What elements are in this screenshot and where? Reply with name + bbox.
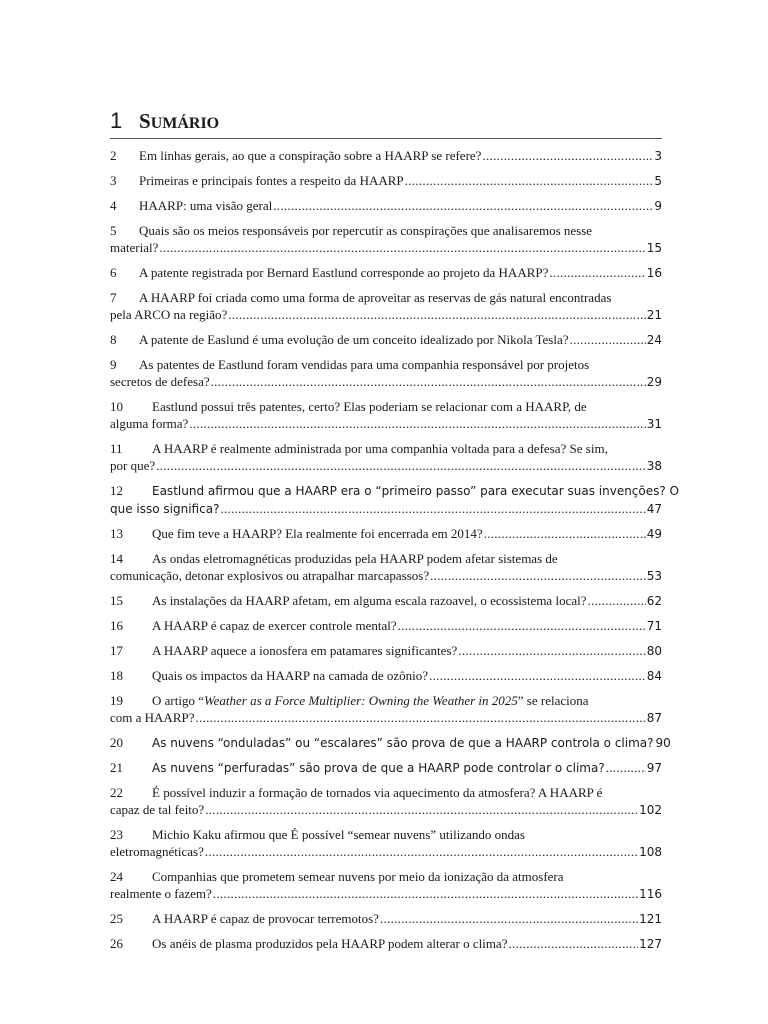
entry-text-start: As ondas eletromagnéticas produzidas pela HAARP podem afetar sistemas de <box>152 551 558 566</box>
entry-text-start: É possível induzir a formação de tornados via aquecimento da atmosfera? A HAARP é <box>152 785 603 800</box>
toc-entry[interactable] <box>110 826 662 861</box>
entry-text: secretos de defesa? <box>110 374 210 389</box>
leader-dots <box>220 500 645 517</box>
leader-dots <box>484 525 646 542</box>
entry-number: 14 <box>110 551 123 566</box>
entry-page: 121 <box>639 912 662 926</box>
entry-page: 15 <box>646 241 662 255</box>
entry-number: 6 <box>110 265 117 280</box>
entry-first-line <box>110 222 662 239</box>
entry-number: 23 <box>110 827 123 842</box>
entry-text: A patente de Easlund é uma evolução de um conceito idealizado por Nikola Tesla? <box>139 332 569 347</box>
entry-number: 17 <box>110 643 123 658</box>
toc-entry[interactable] <box>110 147 662 165</box>
entry-number: 19 <box>110 693 123 708</box>
entry-number: 20 <box>110 735 123 750</box>
entry-page: 29 <box>646 375 662 389</box>
toc-entry[interactable] <box>110 550 662 585</box>
leader-dots <box>196 709 646 726</box>
toc-entry[interactable] <box>110 289 662 324</box>
entry-text-start: Companhias que prometem semear nuvens por meio da ionização da atmosfera <box>152 869 564 884</box>
toc-heading <box>110 108 662 139</box>
entry-first-line <box>110 692 662 709</box>
entry-text: A patente registrada por Bernard Eastlund corresponde ao projeto da HAARP? <box>139 265 549 280</box>
entry-page: 127 <box>639 937 662 951</box>
entry-text: As nuvens “onduladas” ou “escalares” são prova de que a HAARP controla o clima? <box>152 736 654 750</box>
entry-text: por que? <box>110 458 156 473</box>
entry-page: 84 <box>646 669 662 683</box>
leader-dots <box>430 567 646 584</box>
entry-text-start: A HAARP é realmente administrada por uma companhia voltada para a defesa? Se sim, <box>152 441 608 456</box>
entry-text: realmente o fazem? <box>110 886 212 901</box>
leader-dots <box>380 910 638 927</box>
entry-text-c: ” se relaciona <box>517 693 589 708</box>
entry-text-b: primeiro passo <box>381 484 471 498</box>
entry-number: 26 <box>110 936 123 951</box>
leader-dots <box>213 885 638 902</box>
entry-text: material? <box>110 240 159 255</box>
entry-first-line <box>110 868 662 885</box>
heading-number: 1 <box>110 108 123 133</box>
leader-dots <box>273 197 653 214</box>
entry-first-line <box>110 550 662 567</box>
leader-dots <box>482 147 653 164</box>
entry-page: 80 <box>646 644 662 658</box>
entry-number: 10 <box>110 399 123 414</box>
leader-dots <box>570 331 646 348</box>
leader-dots <box>205 843 638 860</box>
entry-number: 25 <box>110 911 123 926</box>
entry-number: 3 <box>110 173 117 188</box>
entry-text: As instalações da HAARP afetam, em alguma escala razoavel, o ecossistema local? <box>152 593 587 608</box>
entry-page: 90 <box>655 736 671 750</box>
entry-page: 49 <box>646 527 662 541</box>
entry-text-a: O artigo “ <box>152 693 204 708</box>
entry-first-line <box>110 826 662 843</box>
entry-page: 31 <box>646 417 662 431</box>
toc-entry[interactable] <box>110 222 662 257</box>
toc-entry[interactable] <box>110 331 662 349</box>
entry-text-start: A HAARP foi criada como uma forma de aproveitar as reservas de gás natural encontradas <box>139 290 612 305</box>
entry-text: Que fim teve a HAARP? Ela realmente foi encerrada em 2014? <box>152 526 483 541</box>
heading-title: SUMÁRIO <box>139 109 220 133</box>
entry-text: Os anéis de plasma produzidos pela HAARP podem alterar o clima? <box>152 936 508 951</box>
toc-entry[interactable] <box>110 592 662 610</box>
entry-text: com a HAARP? <box>110 710 195 725</box>
toc-entry[interactable] <box>110 617 662 635</box>
entry-first-line <box>110 398 662 415</box>
toc-entry[interactable] <box>110 784 662 819</box>
entry-text: As nuvens “perfuradas” são prova de que a HAARP pode controlar o clima? <box>152 761 605 775</box>
toc-entry[interactable] <box>110 356 662 391</box>
leader-dots <box>606 759 646 776</box>
table-of-contents <box>110 147 680 953</box>
entry-text-b: Weather as a Force Multiplier: Owning the Weather in 2025 <box>203 693 518 708</box>
entry-page: 47 <box>646 502 662 516</box>
entry-page: 116 <box>639 887 662 901</box>
toc-entry[interactable] <box>110 667 662 685</box>
entry-text: Quais os impactos da HAARP na camada de ozônio? <box>152 668 429 683</box>
entry-page: 16 <box>646 266 662 280</box>
entry-number: 24 <box>110 869 123 884</box>
entry-first-line <box>110 440 662 457</box>
entry-page: 38 <box>646 459 662 473</box>
entry-first-line <box>110 289 662 306</box>
leader-dots <box>156 457 646 474</box>
toc-entry[interactable] <box>110 440 662 475</box>
entry-text-start: Quais são os meios responsáveis por repercutir as conspirações que analisaremos nesse <box>139 223 593 238</box>
entry-text-a: Eastlund afirmou que a HAARP era o “ <box>152 484 382 498</box>
entry-number: 2 <box>110 148 117 163</box>
entry-number: 21 <box>110 760 123 775</box>
entry-text: alguma forma? <box>110 416 189 431</box>
entry-number: 11 <box>110 441 123 456</box>
entry-page: 97 <box>646 761 662 775</box>
toc-entry[interactable] <box>110 398 662 433</box>
toc-entry[interactable] <box>110 482 680 518</box>
leader-dots <box>508 935 638 952</box>
toc-entry[interactable] <box>110 692 662 727</box>
entry-number: 5 <box>110 223 117 238</box>
entry-page: 21 <box>646 308 662 322</box>
entry-page: 108 <box>639 845 662 859</box>
entry-text-start: Michio Kaku afirmou que É possível “semear nuvens” utilizando ondas <box>152 827 525 842</box>
entry-page: 5 <box>654 174 662 188</box>
entry-text-c: ” para executar suas invenções? O <box>470 484 680 498</box>
entry-text: pela ARCO na região? <box>110 307 228 322</box>
toc-entry[interactable] <box>110 642 662 660</box>
toc-entry[interactable] <box>110 264 662 282</box>
entry-number: 15 <box>110 593 123 608</box>
entry-page: 9 <box>654 199 662 213</box>
toc-entry[interactable] <box>110 172 662 190</box>
leader-dots <box>588 592 646 609</box>
entry-text: A HAARP aquece a ionosfera em patamares significantes? <box>152 643 458 658</box>
entry-page: 62 <box>646 594 662 608</box>
entry-number: 9 <box>110 357 117 372</box>
entry-page: 24 <box>646 333 662 347</box>
entry-first-line <box>110 482 680 500</box>
leader-dots <box>189 415 645 432</box>
entry-first-line <box>110 356 662 373</box>
toc-entry[interactable] <box>110 734 671 752</box>
entry-number: 13 <box>110 526 123 541</box>
entry-text-start: Eastlund possui três patentes, certo? Elas poderiam se relacionar com a HAARP, de <box>152 399 587 414</box>
entry-page: 53 <box>646 569 662 583</box>
entry-text: A HAARP é capaz de provocar terremotos? <box>152 911 379 926</box>
entry-page: 87 <box>646 711 662 725</box>
entry-first-line <box>110 784 662 801</box>
entry-number: 22 <box>110 785 123 800</box>
entry-number: 18 <box>110 668 123 683</box>
entry-number: 8 <box>110 332 117 347</box>
toc-entry[interactable] <box>110 197 662 215</box>
toc-entry[interactable] <box>110 868 662 903</box>
leader-dots <box>458 642 645 659</box>
entry-text: A HAARP é capaz de exercer controle mental? <box>152 618 397 633</box>
document-page <box>110 108 680 953</box>
entry-text-start: As patentes de Eastlund foram vendidas para uma companhia responsável por projetos <box>139 357 590 372</box>
entry-text: que isso significa? <box>110 502 220 516</box>
entry-text: Primeiras e principais fontes a respeito da HAARP <box>139 173 404 188</box>
entry-text: capaz de tal feito? <box>110 802 205 817</box>
entry-page: 71 <box>646 619 662 633</box>
entry-page: 3 <box>654 149 662 163</box>
leader-dots <box>211 373 646 390</box>
leader-dots <box>205 801 638 818</box>
entry-number: 4 <box>110 198 117 213</box>
entry-number: 7 <box>110 290 117 305</box>
leader-dots <box>159 239 645 256</box>
leader-dots <box>398 617 646 634</box>
toc-entry[interactable] <box>110 910 662 928</box>
toc-entry[interactable] <box>110 935 662 953</box>
entry-number: 16 <box>110 618 123 633</box>
toc-entry[interactable] <box>110 759 662 777</box>
entry-page: 102 <box>639 803 662 817</box>
leader-dots <box>429 667 646 684</box>
toc-entry[interactable] <box>110 525 662 543</box>
entry-number: 12 <box>110 483 123 498</box>
entry-text: comunicação, detonar explosivos ou atrapalhar marcapassos? <box>110 568 430 583</box>
entry-text: eletromagnéticas? <box>110 844 204 859</box>
leader-dots <box>228 306 645 323</box>
entry-text: Em linhas gerais, ao que a conspiração sobre a HAARP se refere? <box>139 148 482 163</box>
entry-text: HAARP: uma visão geral <box>139 198 273 213</box>
leader-dots <box>405 172 654 189</box>
leader-dots <box>549 264 645 281</box>
